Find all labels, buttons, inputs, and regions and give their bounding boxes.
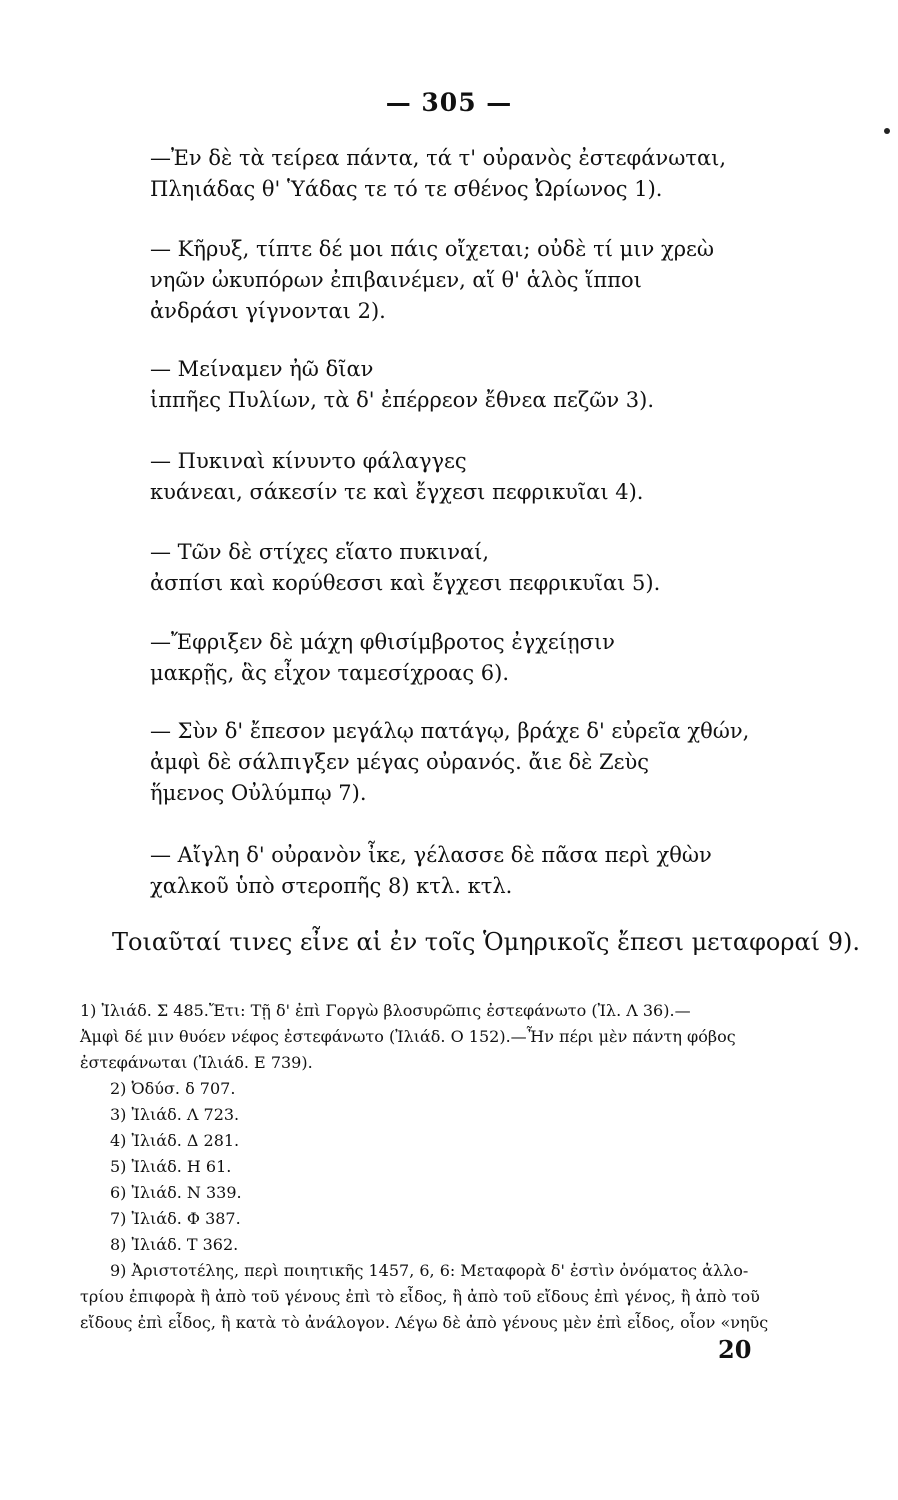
- verse-line: ἀμφὶ δὲ σάλπιγξεν μέγας οὐρανός. ἄιε δὲ Ζεὺς: [150, 750, 650, 774]
- verse-line: —Ἐν δὲ τὰ τείρεα πάντα, τά τ' οὐρανὸς ἐστεφάνωται,: [150, 146, 727, 170]
- verse-line: χαλκοῦ ὑπὸ στεροπῆς 8) κτλ. κτλ.: [150, 874, 513, 898]
- footnote-line: 3) Ἰλιάδ. Λ 723.: [110, 1105, 240, 1124]
- footnote-line: 9) Ἀριστοτέλης, περὶ ποιητικῆς 1457, 6, 6: Μεταφορὰ δ' ἐστὶν ὀνόματος ἀλλο-: [110, 1261, 749, 1280]
- footnote-line: Ἀμφὶ δέ μιν θυόεν νέφος ἐστεφάνωτο (Ἰλιάδ. Ο 152).—Ἦν πέρι μὲν πάντη φόβος: [80, 1027, 736, 1046]
- verse-block: [150, 446, 643, 508]
- verse-line: νηῶν ὠκυπόρων ἐπιβαινέμεν, αἵ θ' ἁλὸς ἵπποι: [150, 268, 642, 292]
- footnote-line: 5) Ἰλιάδ. Η 61.: [110, 1157, 232, 1176]
- footnote-line: 2) Ὀδύσ. δ 707.: [110, 1079, 236, 1098]
- footnote-line: ἐστεφάνωται (Ἰλιάδ. Ε 739).: [80, 1053, 313, 1072]
- verse-line: — Τῶν δὲ στίχες εἵατο πυκιναί,: [150, 540, 490, 564]
- verse-line: Πληιάδας θ' Ὑάδας τε τό τε σθένος Ὠρίωνος 1).: [150, 177, 663, 201]
- verse-block: [150, 716, 749, 809]
- verse-block: [150, 840, 712, 902]
- footnote-line: 7) Ἰλιάδ. Φ 387.: [110, 1209, 241, 1228]
- footnote-line: 6) Ἰλιάδ. Ν 339.: [110, 1183, 242, 1202]
- footnote-line: 1) Ἰλιάδ. Σ 485.Ἔτι: Τῇ δ' ἐπὶ Γοργὼ βλοσυρῶπις ἐστεφάνωτο (Ἰλ. Λ 36).—: [80, 1001, 691, 1020]
- ink-speck: [884, 128, 890, 134]
- footnote-line: τρίου ἐπιφορὰ ἢ ἀπὸ τοῦ γένους ἐπὶ τὸ εἶδος, ἢ ἀπὸ τοῦ εἴδους ἐπὶ γένος, ἢ ἀπὸ τοῦ: [80, 1287, 760, 1306]
- verse-line: —Ἔφριξεν δὲ μάχη φθισίμβροτος ἐγχείῃσιν: [150, 630, 615, 654]
- verse-line: — Κῆρυξ, τίπτε δέ μοι πάις οἴχεται; οὐδὲ τί μιν χρεὼ: [150, 237, 715, 261]
- verse-line: μακρῇς, ἃς εἶχον ταμεσίχροας 6).: [150, 661, 509, 685]
- signature-mark: 20: [718, 1335, 752, 1364]
- verse-line: ἀσπίσι καὶ κορύθεσσι καὶ ἔγχεσι πεφρικυῖαι 5).: [150, 571, 661, 595]
- footnote-line: εἴδους ἐπὶ εἶδος, ἢ κατὰ τὸ ἀνάλογον. Λέγω δὲ ἀπὸ γένους μὲν ἐπὶ εἶδος, οἷον «νηῦς: [80, 1313, 769, 1332]
- verse-line: ἱππῆες Πυλίων, τὰ δ' ἐπέρρεον ἔθνεα πεζῶν 3).: [150, 388, 655, 412]
- footnote-line: 4) Ἰλιάδ. Δ 281.: [110, 1131, 240, 1150]
- footnote-line: 8) Ἰλιάδ. Τ 362.: [110, 1235, 239, 1254]
- summary-line: Τοιαῦταί τινες εἶνε αἱ ἐν τοῖς Ὁμηρικοῖς ἔπεσι μεταφοραί 9).: [112, 928, 860, 956]
- page-number: — 305 —: [385, 88, 513, 117]
- verse-block: [150, 537, 660, 599]
- verse-line: — Πυκιναὶ κίνυντο φάλαγγες: [150, 449, 467, 473]
- verse-line: κυάνεαι, σάκεσίν τε καὶ ἔγχεσι πεφρικυῖαι 4).: [150, 480, 644, 504]
- verse-block: [150, 627, 615, 689]
- verse-block: [150, 234, 714, 327]
- verse-line: ἥμενος Οὐλύμπῳ 7).: [150, 781, 367, 805]
- verse-line: — Αἴγλη δ' οὐρανὸν ἶκε, γέλασσε δὲ πᾶσα περὶ χθὼν: [150, 843, 712, 867]
- verse-block: [150, 354, 654, 416]
- footnotes: [80, 998, 790, 1336]
- verse-block: [150, 143, 726, 205]
- verse-line: — Μείναμεν ἠῶ δῖαν: [150, 357, 374, 381]
- verse-line: — Σὺν δ' ἔπεσον μεγάλῳ πατάγῳ, βράχε δ' εὐρεῖα χθών,: [150, 719, 750, 743]
- verse-line: ἀνδράσι γίγνονται 2).: [150, 299, 386, 323]
